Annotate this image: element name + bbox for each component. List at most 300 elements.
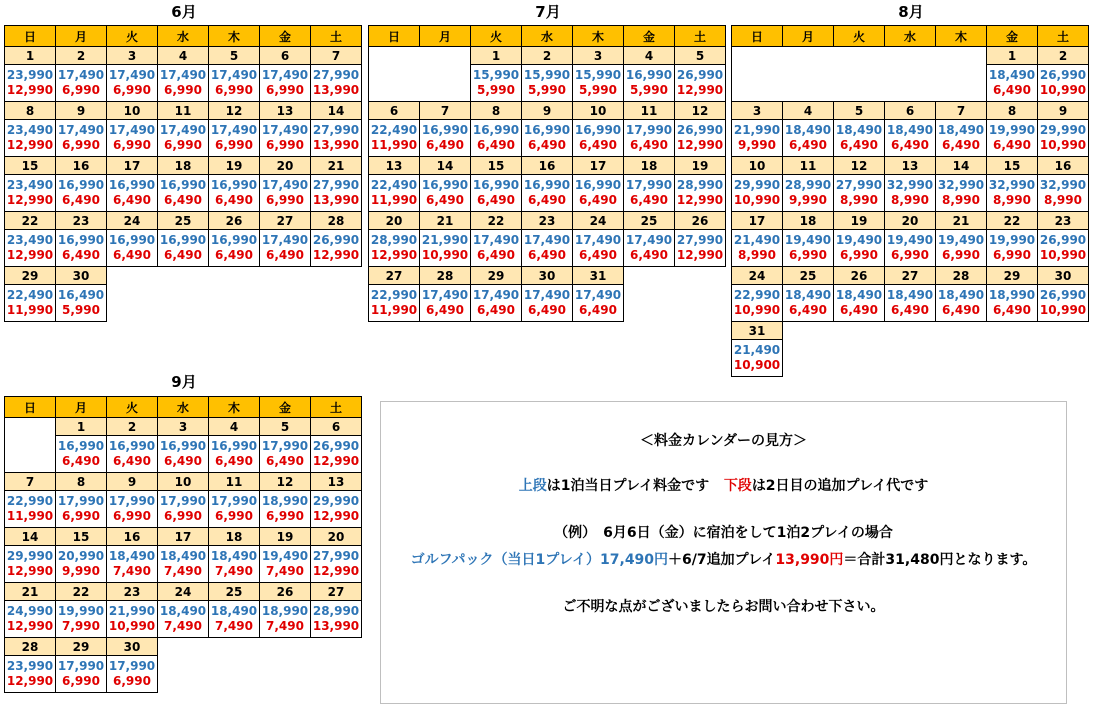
date-number: 27 — [260, 212, 311, 230]
date-number: 8 — [56, 473, 107, 491]
price-cell — [369, 175, 420, 212]
date-number: 22 — [5, 212, 56, 230]
date-number: 31 — [732, 322, 783, 340]
weekday-header: 水 — [522, 26, 573, 47]
lower-price: 9,990 — [789, 193, 827, 207]
date-number: 26 — [209, 212, 260, 230]
price-cell — [522, 285, 573, 322]
empty-cell — [209, 638, 260, 656]
price-cell — [675, 230, 726, 267]
lower-price: 6,990 — [113, 138, 151, 152]
upper-price: 26,990 — [312, 439, 360, 453]
date-number: 21 — [936, 212, 987, 230]
price-cell — [834, 175, 885, 212]
lower-price: 6,990 — [62, 138, 100, 152]
upper-price: 29,990 — [1039, 123, 1087, 137]
date-number: 20 — [369, 212, 420, 230]
empty-cell — [5, 418, 56, 473]
lower-price: 6,490 — [630, 193, 668, 207]
price-cell — [260, 120, 311, 157]
weekday-header: 月 — [56, 397, 107, 418]
price-cell — [1038, 285, 1089, 322]
lower-price: 6,990 — [62, 674, 100, 688]
legend-explanation — [381, 475, 1066, 495]
upper-price: 18,490 — [210, 604, 258, 618]
price-cell — [158, 230, 209, 267]
weekday-header: 土 — [675, 26, 726, 47]
empty-cell — [260, 267, 311, 285]
upper-price: 18,490 — [784, 123, 832, 137]
upper-price: 23,490 — [6, 233, 54, 247]
price-cell — [1038, 120, 1089, 157]
upper-price: 26,990 — [1039, 68, 1087, 82]
date-number: 25 — [624, 212, 675, 230]
lower-price: 12,990 — [6, 564, 54, 578]
price-cell — [107, 656, 158, 693]
price-cell — [522, 120, 573, 157]
date-number: 9 — [522, 102, 573, 120]
calendar-grid — [368, 25, 726, 322]
lower-price: 8,990 — [891, 193, 929, 207]
upper-price: 23,990 — [6, 659, 54, 673]
date-number: 13 — [369, 157, 420, 175]
date-number: 1 — [56, 418, 107, 436]
price-cell — [311, 65, 362, 102]
upper-price: 26,990 — [676, 123, 724, 137]
weekday-header: 水 — [158, 397, 209, 418]
lower-price: 6,490 — [113, 454, 151, 468]
lower-price: 12,990 — [312, 248, 360, 262]
date-number: 26 — [260, 583, 311, 601]
date-number: 7 — [5, 473, 56, 491]
price-cell — [834, 120, 885, 157]
empty-cell — [834, 322, 885, 340]
upper-price: 17,490 — [574, 288, 622, 302]
example-line: （例） 6月6日（金）に宿泊をして1泊2プレイの場合 — [554, 525, 893, 541]
upper-price: 23,490 — [6, 178, 54, 192]
lower-price: 7,490 — [164, 619, 202, 633]
upper-price: 18,490 — [210, 549, 258, 563]
weekday-header: 水 — [885, 26, 936, 47]
date-number: 28 — [5, 638, 56, 656]
upper-price: 21,990 — [421, 233, 469, 247]
date-number: 29 — [5, 267, 56, 285]
upper-price: 17,490 — [261, 233, 309, 247]
weekday-header: 日 — [5, 26, 56, 47]
price-cell — [107, 601, 158, 638]
price-cell — [158, 491, 209, 528]
date-number: 31 — [573, 267, 624, 285]
price-cell — [56, 120, 107, 157]
empty-cell — [1038, 340, 1089, 377]
empty-cell — [158, 285, 209, 322]
lower-price: 5,990 — [630, 83, 668, 97]
price-cell — [158, 546, 209, 583]
date-number: 28 — [936, 267, 987, 285]
upper-price: 17,990 — [57, 494, 105, 508]
date-number: 7 — [311, 47, 362, 65]
upper-price: 17,490 — [108, 68, 156, 82]
upper-price: 26,990 — [312, 233, 360, 247]
lower-label: 下段 — [723, 478, 752, 494]
lower-price: 6,990 — [891, 248, 929, 262]
lower-price: 12,990 — [6, 619, 54, 633]
lower-price: 12,990 — [6, 83, 54, 97]
lower-price: 6,490 — [891, 138, 929, 152]
upper-price: 17,990 — [57, 659, 105, 673]
upper-price: 17,990 — [625, 178, 673, 192]
example-pack: ゴルフパック（当日1プレイ）17,490円 — [410, 552, 669, 568]
upper-price: 19,990 — [988, 233, 1036, 247]
upper-price: 19,490 — [261, 549, 309, 563]
weekday-header: 日 — [5, 397, 56, 418]
lower-price: 6,990 — [215, 509, 253, 523]
lower-price: 6,490 — [993, 138, 1031, 152]
upper-price: 28,990 — [370, 233, 418, 247]
price-cell — [311, 436, 362, 473]
upper-price: 17,490 — [261, 123, 309, 137]
upper-price: 27,990 — [312, 178, 360, 192]
price-cell — [936, 285, 987, 322]
empty-cell — [209, 656, 260, 693]
weekday-header: 土 — [1038, 26, 1089, 47]
price-cell — [56, 601, 107, 638]
upper-price: 16,990 — [210, 233, 258, 247]
lower-price: 13,990 — [312, 619, 360, 633]
price-cell — [107, 65, 158, 102]
date-number: 18 — [209, 528, 260, 546]
date-number: 24 — [107, 212, 158, 230]
price-cell — [107, 546, 158, 583]
empty-cell — [834, 340, 885, 377]
lower-price: 9,990 — [62, 564, 100, 578]
lower-price: 12,990 — [312, 509, 360, 523]
empty-cell — [209, 267, 260, 285]
lower-price: 9,990 — [738, 138, 776, 152]
upper-price: 32,990 — [886, 178, 934, 192]
date-number: 9 — [56, 102, 107, 120]
date-number: 14 — [5, 528, 56, 546]
weekday-header: 金 — [987, 26, 1038, 47]
upper-price: 24,990 — [6, 604, 54, 618]
empty-cell — [311, 267, 362, 285]
price-cell — [573, 120, 624, 157]
upper-price: 17,990 — [108, 659, 156, 673]
price-cell — [209, 491, 260, 528]
date-number: 5 — [260, 418, 311, 436]
upper-price: 16,990 — [57, 178, 105, 192]
date-number: 12 — [675, 102, 726, 120]
lower-price: 6,490 — [477, 138, 515, 152]
example-add: 13,990円 — [775, 552, 844, 568]
upper-price: 18,490 — [159, 549, 207, 563]
price-cell — [522, 65, 573, 102]
empty-cell — [260, 656, 311, 693]
empty-cell — [783, 322, 834, 340]
upper-text: は1泊当日プレイ料金です — [546, 478, 710, 494]
upper-price: 15,990 — [523, 68, 571, 82]
lower-price: 6,490 — [579, 248, 617, 262]
price-cell — [732, 175, 783, 212]
lower-price: 12,990 — [676, 83, 724, 97]
upper-price: 15,990 — [574, 68, 622, 82]
upper-price: 29,990 — [6, 549, 54, 563]
upper-price: 17,490 — [574, 233, 622, 247]
lower-text: は2日目の追加プレイ代です — [751, 478, 929, 494]
weekday-header: 土 — [311, 397, 362, 418]
price-cell — [783, 120, 834, 157]
price-cell — [624, 175, 675, 212]
empty-cell — [732, 47, 987, 102]
date-number: 17 — [573, 157, 624, 175]
lower-price: 6,490 — [993, 303, 1031, 317]
date-number: 10 — [732, 157, 783, 175]
upper-price: 18,490 — [988, 68, 1036, 82]
date-number: 17 — [107, 157, 158, 175]
upper-price: 18,490 — [784, 288, 832, 302]
price-cell — [420, 175, 471, 212]
empty-cell — [158, 638, 209, 656]
calendar-grid — [4, 396, 362, 693]
lower-price: 11,990 — [370, 303, 418, 317]
lower-price: 7,490 — [113, 564, 151, 578]
upper-label: 上段 — [518, 478, 547, 494]
calendar-august — [731, 0, 1091, 400]
price-cell — [885, 120, 936, 157]
lower-price: 5,990 — [62, 303, 100, 317]
lower-price: 10,990 — [733, 303, 781, 317]
empty-cell — [1038, 322, 1089, 340]
upper-price: 16,990 — [108, 178, 156, 192]
upper-price: 17,490 — [472, 288, 520, 302]
upper-price: 16,990 — [210, 439, 258, 453]
date-number: 20 — [885, 212, 936, 230]
legend-title: ＜料金カレンダーの見方＞ — [639, 433, 808, 449]
calendar-grid — [731, 25, 1089, 377]
price-cell — [5, 65, 56, 102]
date-number: 13 — [885, 157, 936, 175]
date-number: 11 — [783, 157, 834, 175]
price-cell — [56, 436, 107, 473]
date-number: 10 — [107, 102, 158, 120]
price-cell — [1038, 65, 1089, 102]
upper-price: 17,990 — [210, 494, 258, 508]
date-number: 15 — [56, 528, 107, 546]
month-title: 6月 — [171, 3, 197, 21]
lower-price: 10,990 — [1039, 138, 1087, 152]
price-cell — [209, 65, 260, 102]
upper-price: 16,990 — [159, 178, 207, 192]
lower-price: 6,990 — [789, 248, 827, 262]
price-cell — [675, 175, 726, 212]
lower-price: 6,990 — [164, 83, 202, 97]
lower-price: 7,490 — [266, 619, 304, 633]
upper-price: 17,990 — [159, 494, 207, 508]
price-cell — [624, 230, 675, 267]
lower-price: 6,990 — [113, 83, 151, 97]
upper-price: 20,990 — [57, 549, 105, 563]
lower-price: 6,990 — [62, 83, 100, 97]
empty-cell — [311, 285, 362, 322]
date-number: 12 — [209, 102, 260, 120]
legend-box — [380, 401, 1067, 704]
upper-price: 19,490 — [784, 233, 832, 247]
empty-cell — [675, 285, 726, 322]
month-title: 9月 — [171, 373, 197, 391]
empty-cell — [936, 340, 987, 377]
month-title: 7月 — [535, 3, 561, 21]
upper-price: 27,990 — [312, 549, 360, 563]
calendar-july — [368, 0, 728, 340]
example-calc — [381, 549, 1066, 569]
weekday-header: 木 — [573, 26, 624, 47]
price-cell — [522, 175, 573, 212]
upper-price: 16,990 — [108, 439, 156, 453]
price-cell — [5, 546, 56, 583]
price-cell — [675, 120, 726, 157]
price-cell — [311, 175, 362, 212]
empty-cell — [158, 656, 209, 693]
empty-cell — [260, 285, 311, 322]
price-cell — [783, 230, 834, 267]
example-plus: ＋6/7追加プレイ — [668, 552, 776, 568]
price-cell — [885, 285, 936, 322]
date-number: 19 — [834, 212, 885, 230]
upper-price: 19,490 — [886, 233, 934, 247]
lower-price: 13,990 — [312, 83, 360, 97]
date-number: 2 — [1038, 47, 1089, 65]
date-number: 26 — [834, 267, 885, 285]
price-cell — [56, 230, 107, 267]
upper-price: 21,990 — [733, 123, 781, 137]
date-number: 10 — [158, 473, 209, 491]
price-cell — [260, 601, 311, 638]
lower-price: 10,990 — [1039, 248, 1087, 262]
empty-cell — [260, 638, 311, 656]
price-cell — [936, 175, 987, 212]
lower-price: 6,490 — [942, 303, 980, 317]
upper-price: 16,990 — [472, 178, 520, 192]
date-number: 1 — [5, 47, 56, 65]
lower-price: 11,990 — [6, 303, 54, 317]
upper-price: 18,490 — [835, 288, 883, 302]
price-cell — [471, 175, 522, 212]
price-cell — [471, 65, 522, 102]
date-number: 4 — [209, 418, 260, 436]
date-number: 13 — [311, 473, 362, 491]
price-cell — [107, 120, 158, 157]
upper-price: 17,990 — [261, 439, 309, 453]
price-cell — [420, 230, 471, 267]
weekday-header: 火 — [471, 26, 522, 47]
upper-price: 17,490 — [261, 68, 309, 82]
date-number: 30 — [107, 638, 158, 656]
date-number: 18 — [624, 157, 675, 175]
lower-price: 6,490 — [630, 138, 668, 152]
date-number: 8 — [5, 102, 56, 120]
weekday-header: 月 — [783, 26, 834, 47]
price-cell — [936, 230, 987, 267]
date-number: 7 — [936, 102, 987, 120]
lower-price: 12,990 — [6, 248, 54, 262]
date-number: 26 — [675, 212, 726, 230]
upper-price: 17,490 — [261, 178, 309, 192]
date-number: 3 — [158, 418, 209, 436]
price-cell — [107, 436, 158, 473]
weekday-header: 金 — [624, 26, 675, 47]
date-number: 28 — [420, 267, 471, 285]
price-cell — [5, 601, 56, 638]
upper-price: 16,990 — [523, 123, 571, 137]
date-number: 3 — [732, 102, 783, 120]
lower-price: 8,990 — [840, 193, 878, 207]
weekday-header: 木 — [209, 397, 260, 418]
date-number: 15 — [471, 157, 522, 175]
date-number: 1 — [987, 47, 1038, 65]
lower-price: 10,990 — [1039, 83, 1087, 97]
calendar-grid — [4, 25, 362, 322]
upper-price: 27,990 — [312, 123, 360, 137]
date-number: 2 — [107, 418, 158, 436]
date-number: 29 — [987, 267, 1038, 285]
lower-price: 7,990 — [62, 619, 100, 633]
upper-price: 16,990 — [159, 233, 207, 247]
date-number: 16 — [1038, 157, 1089, 175]
date-number: 9 — [1038, 102, 1089, 120]
price-cell — [5, 120, 56, 157]
lower-price: 6,490 — [891, 303, 929, 317]
lower-price: 10,990 — [421, 248, 469, 262]
lower-price: 6,490 — [426, 193, 464, 207]
weekday-header: 月 — [56, 26, 107, 47]
price-cell — [260, 65, 311, 102]
lower-price: 6,490 — [477, 248, 515, 262]
price-cell — [732, 120, 783, 157]
lower-price: 6,990 — [266, 138, 304, 152]
price-cell — [624, 65, 675, 102]
lower-price: 12,990 — [6, 138, 54, 152]
upper-price: 22,490 — [6, 288, 54, 302]
lower-price: 6,490 — [215, 248, 253, 262]
empty-cell — [311, 656, 362, 693]
lower-price: 6,490 — [477, 193, 515, 207]
price-cell — [107, 491, 158, 528]
date-number: 25 — [209, 583, 260, 601]
upper-price: 21,490 — [733, 343, 781, 357]
price-cell — [158, 175, 209, 212]
empty-cell — [885, 322, 936, 340]
lower-price: 5,990 — [579, 83, 617, 97]
lower-price: 12,990 — [370, 248, 418, 262]
upper-price: 17,990 — [625, 123, 673, 137]
date-number: 16 — [522, 157, 573, 175]
upper-price: 17,490 — [421, 288, 469, 302]
weekday-header: 土 — [311, 26, 362, 47]
price-cell — [56, 491, 107, 528]
upper-price: 16,990 — [472, 123, 520, 137]
price-cell — [260, 491, 311, 528]
upper-price: 16,990 — [574, 123, 622, 137]
lower-price: 12,990 — [6, 674, 54, 688]
price-cell — [260, 230, 311, 267]
lower-price: 6,990 — [993, 248, 1031, 262]
price-cell — [471, 230, 522, 267]
upper-price: 26,990 — [676, 68, 724, 82]
upper-price: 16,990 — [108, 233, 156, 247]
date-number: 17 — [732, 212, 783, 230]
upper-price: 17,490 — [159, 68, 207, 82]
price-cell — [209, 230, 260, 267]
